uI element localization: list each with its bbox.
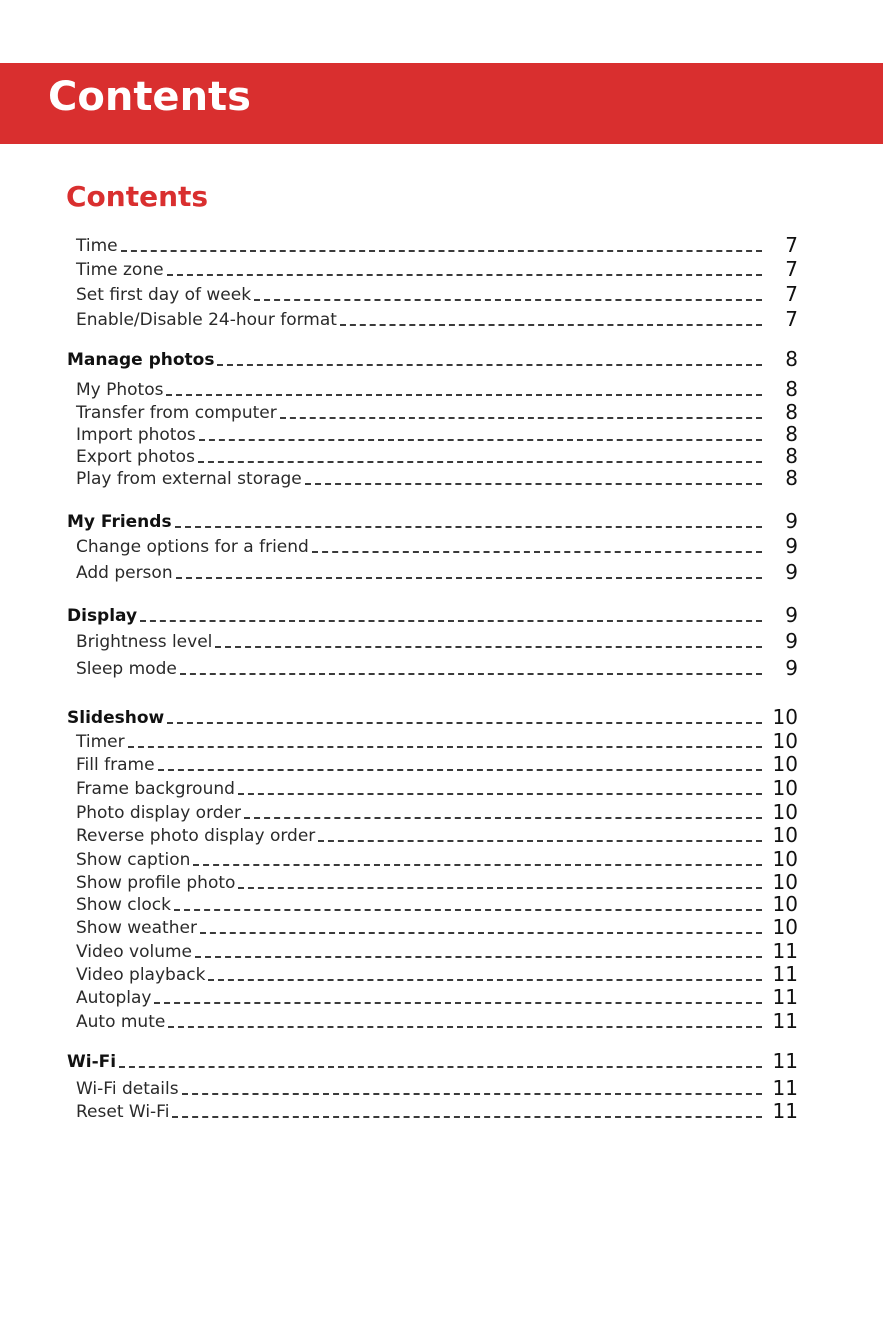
toc-entry-title: Photo display order: [76, 803, 241, 823]
dot-leader: [119, 1066, 762, 1068]
toc-item-row: [76, 281, 798, 305]
dot-leader: [318, 840, 762, 842]
toc-entry-title: Change options for a friend: [76, 537, 309, 557]
toc-entry-page-number: 10: [772, 776, 798, 800]
toc-entry-title: Sleep mode: [76, 659, 177, 679]
toc-entry-page-number: 11: [772, 1076, 798, 1100]
toc-section-row: [67, 602, 798, 626]
toc-entry-title: Show weather: [76, 918, 197, 938]
toc-item-row: [76, 938, 798, 962]
toc-entry-page-number: 8: [785, 377, 798, 401]
dot-leader: [128, 746, 762, 748]
toc-entry-title: My Photos: [76, 380, 164, 400]
toc-item-row: [76, 559, 798, 583]
toc-item-row: [76, 421, 798, 445]
toc-entry-title: Export photos: [76, 447, 195, 467]
toc-entry-title: Wi-Fi: [67, 1052, 117, 1072]
toc-entry-page-number: 10: [772, 892, 798, 916]
toc-entry-page-number: 8: [785, 466, 798, 490]
toc-entry-page-number: 10: [772, 705, 798, 729]
toc-entry-page-number: 9: [785, 560, 798, 584]
toc-entry-page-number: 10: [772, 915, 798, 939]
toc-entry-title: Slideshow: [67, 708, 165, 728]
dot-leader: [168, 1026, 762, 1028]
dot-leader: [198, 461, 762, 463]
dot-leader: [180, 673, 762, 675]
toc-entry-page-number: 8: [785, 400, 798, 424]
toc-item-row: [76, 822, 798, 846]
dot-leader: [280, 417, 762, 419]
toc-item-row: [76, 1008, 798, 1032]
toc-entry-title: Show caption: [76, 850, 191, 870]
toc-section-row: [67, 508, 798, 532]
dot-leader: [238, 793, 762, 795]
toc-entry-page-number: 9: [785, 629, 798, 653]
toc-entry-title: Time zone: [76, 260, 164, 280]
dot-leader: [217, 364, 762, 366]
toc-entry-title: Reverse photo display order: [76, 826, 316, 846]
banner-title: Contents: [48, 74, 251, 120]
toc-entry-page-number: 11: [772, 1049, 798, 1073]
toc-item-row: [76, 984, 798, 1008]
dot-leader: [167, 274, 762, 276]
toc-entry-title: My Friends: [67, 512, 172, 532]
toc-entry-title: Show profile photo: [76, 873, 236, 893]
toc-entry-title: Import photos: [76, 425, 196, 445]
dot-leader: [215, 646, 762, 648]
toc-entry-title: Autoplay: [76, 988, 152, 1008]
toc-entry-page-number: 11: [772, 1009, 798, 1033]
dot-leader: [167, 722, 762, 724]
toc-item-row: [76, 961, 798, 985]
toc-entry-page-number: 8: [785, 422, 798, 446]
toc-entry-page-number: 10: [772, 823, 798, 847]
dot-leader: [154, 1002, 762, 1004]
toc-item-row: [76, 443, 798, 467]
toc-entry-page-number: 9: [785, 656, 798, 680]
toc-entry-title: Video playback: [76, 965, 206, 985]
toc-item-row: [76, 628, 798, 652]
toc-entry-page-number: 7: [785, 233, 798, 257]
toc-entry-title: Enable/Disable 24-hour format: [76, 310, 337, 330]
dot-leader: [208, 979, 762, 981]
toc-entry-title: Reset Wi-Fi: [76, 1102, 170, 1122]
toc-section-row: [67, 704, 798, 728]
dot-leader: [158, 769, 762, 771]
toc-item-row: [76, 869, 798, 893]
toc-entry-title: Timer: [76, 732, 125, 752]
dot-leader: [193, 864, 762, 866]
toc-section-row: [67, 1048, 798, 1072]
toc-entry-page-number: 11: [772, 985, 798, 1009]
toc-entry-title: Frame background: [76, 779, 235, 799]
dot-leader: [182, 1093, 762, 1095]
toc-entry-page-number: 7: [785, 307, 798, 331]
dot-leader: [176, 577, 762, 579]
toc-entry-title: Video volume: [76, 942, 193, 962]
dot-leader: [200, 932, 762, 934]
toc-entry-title: Auto mute: [76, 1012, 166, 1032]
dot-leader: [305, 483, 762, 485]
toc-entry-title: Time: [76, 236, 118, 256]
toc-entry-page-number: 9: [785, 534, 798, 558]
toc-entry-page-number: 8: [785, 347, 798, 371]
toc-entry-page-number: 10: [772, 847, 798, 871]
toc-entry-page-number: 11: [772, 939, 798, 963]
toc-heading: Contents: [66, 180, 209, 213]
toc-item-row: [76, 751, 798, 775]
toc-entry-title: Fill frame: [76, 755, 155, 775]
toc-item-row: [76, 533, 798, 557]
toc-entry-title: Display: [67, 606, 138, 626]
toc-item-row: [76, 1098, 798, 1122]
toc-entry-page-number: 10: [772, 752, 798, 776]
toc-entry-page-number: 10: [772, 729, 798, 753]
toc-entry-title: Transfer from computer: [76, 403, 277, 423]
toc-entry-title: Show clock: [76, 895, 171, 915]
toc-entry-page-number: 9: [785, 509, 798, 533]
toc-item-row: [76, 306, 798, 330]
toc-item-row: [76, 465, 798, 489]
dot-leader: [140, 620, 762, 622]
toc-item-row: [76, 256, 798, 280]
toc-section-row: [67, 346, 798, 370]
toc-item-row: [76, 376, 798, 400]
toc-entry-page-number: 11: [772, 1099, 798, 1123]
toc-entry-title: Wi-Fi details: [76, 1079, 179, 1099]
toc-entry-page-number: 11: [772, 962, 798, 986]
toc-entry-page-number: 8: [785, 444, 798, 468]
dot-leader: [199, 439, 762, 441]
dot-leader: [312, 551, 762, 553]
dot-leader: [172, 1116, 762, 1118]
toc-item-row: [76, 914, 798, 938]
toc-item-row: [76, 846, 798, 870]
toc-entry-page-number: 10: [772, 870, 798, 894]
dot-leader: [238, 887, 762, 889]
dot-leader: [244, 817, 762, 819]
toc-entry-page-number: 7: [785, 257, 798, 281]
toc-item-row: [76, 399, 798, 423]
dot-leader: [121, 250, 762, 252]
toc-item-row: [76, 799, 798, 823]
toc-item-row: [76, 728, 798, 752]
toc-entry-title: Add person: [76, 563, 173, 583]
dot-leader: [340, 324, 762, 326]
toc-entry-title: Play from external storage: [76, 469, 302, 489]
toc-entry-page-number: 9: [785, 603, 798, 627]
dot-leader: [174, 909, 762, 911]
toc-entry-page-number: 7: [785, 282, 798, 306]
toc-item-row: [76, 891, 798, 915]
dot-leader: [166, 394, 762, 396]
toc-entry-title: Set first day of week: [76, 285, 252, 305]
dot-leader: [195, 956, 762, 958]
toc-entry-page-number: 10: [772, 800, 798, 824]
toc-item-row: [76, 232, 798, 256]
toc-entry-title: Manage photos: [67, 350, 215, 370]
toc-item-row: [76, 655, 798, 679]
toc-item-row: [76, 775, 798, 799]
dot-leader: [175, 526, 762, 528]
dot-leader: [254, 299, 762, 301]
toc-item-row: [76, 1075, 798, 1099]
toc-entry-title: Brightness level: [76, 632, 213, 652]
